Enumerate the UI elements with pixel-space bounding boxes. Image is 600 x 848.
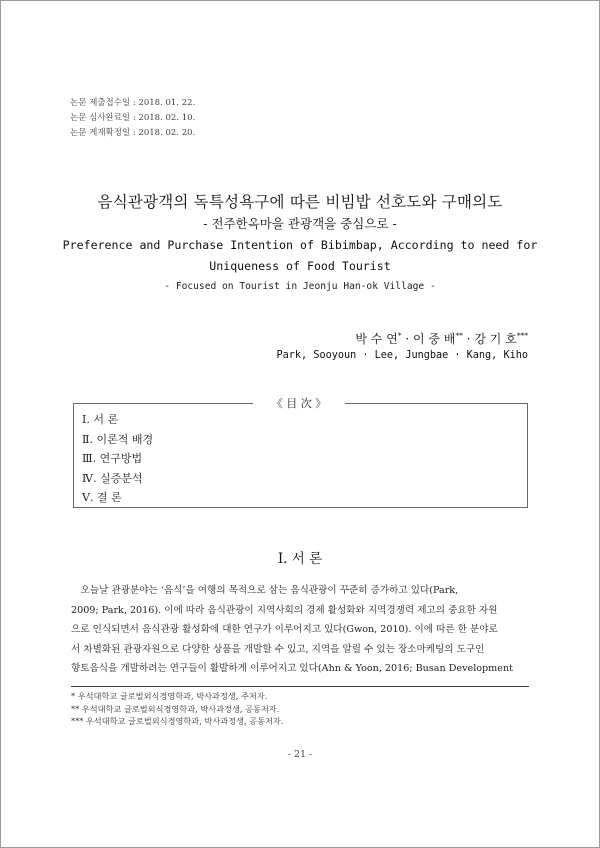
- date-accepted: 논문 게재확정일 : 2018. 02. 20.: [70, 128, 196, 138]
- toc-item: Ⅱ. 이론적 배경: [82, 432, 154, 446]
- toc-list: [82, 410, 153, 508]
- title-english-line1: Preference and Purchase Intention of Bibimbap, According to need for: [62, 238, 538, 252]
- toc-top-rule-right: [345, 403, 527, 404]
- toc-item: Ⅴ. 결 론: [82, 491, 122, 504]
- footnote: *** 우석대학교 글로벌외식경영학과, 박사과정생, 공동저자.: [71, 716, 284, 726]
- authors-english: Park, Sooyoun · Lee, Jungbae · Kang, Kiho: [276, 350, 528, 361]
- toc-top-rule-left: [73, 403, 253, 404]
- paragraph-line: 향토음식을 개발하려는 연구들이 활발하게 이루어지고 있다(Ahn & Yoon, 2016; Busan Development: [71, 663, 513, 674]
- subtitle-english: - Focused on Tourist in Jeonju Han-ok Village -: [164, 281, 436, 292]
- paragraph-line: 서 차별화된 관광자원으로 다양한 상품을 개발할 수 있고, 지역을 알릴 수 있는 장소마케팅의 도구인: [71, 643, 485, 655]
- section-heading: Ⅰ. 서 론: [277, 551, 323, 567]
- author-1-mark: *: [397, 331, 402, 340]
- title-korean: 음식관광객의 독특성욕구에 따른 비빔밥 선호도와 구매의도: [97, 193, 503, 211]
- author-2-mark: **: [455, 331, 463, 340]
- paragraph-line: 으로 인식되면서 음식관광 활성화에 대한 연구가 이루어지고 있다(Gwon, 2010). 이에 따른 한 분야로: [71, 624, 498, 635]
- footnote-divider: [71, 686, 529, 687]
- author-3: · 강 기 호: [462, 332, 517, 346]
- author-1: 박 수 연: [355, 332, 398, 346]
- toc-title: 《 目 次 》: [271, 397, 327, 410]
- paragraph-line: 오늘날 관광분야는 ‘음식’을 여행의 목적으로 삼는 음식관광이 꾸준히 증가하고 있다(Park,: [71, 585, 459, 596]
- toc-item: Ⅲ. 연구방법: [82, 452, 143, 465]
- toc-item: Ⅰ. 서 론: [82, 413, 119, 426]
- body-paragraph: [71, 581, 529, 679]
- footnotes: [71, 690, 283, 728]
- submission-dates: [70, 96, 195, 141]
- footnote: * 우석대학교 글로벌외식경영학과, 박사과정생, 주저자.: [71, 691, 268, 701]
- toc-item: Ⅳ. 실증분석: [82, 471, 143, 485]
- paragraph-line: 2009; Park, 2016). 이에 따라 음식관광이 지역사회의 경제 활성화와 지역경쟁력 제고의 중요한 자원: [71, 604, 498, 616]
- author-3-mark: ***: [516, 331, 528, 340]
- page-number: - 21 -: [287, 749, 313, 760]
- title-english-line2: Uniqueness of Food Tourist: [209, 259, 391, 273]
- date-reviewed: 논문 심사완료일 : 2018. 02. 10.: [70, 113, 196, 123]
- author-2: · 이 중 배: [401, 332, 456, 346]
- date-submitted: 논문 제출접수일 : 2018. 01. 22.: [70, 98, 196, 108]
- authors-korean: [355, 330, 528, 347]
- footnote: ** 우석대학교 글로벌외식경영학과, 박사과정생, 공동저자.: [71, 703, 280, 714]
- subtitle-korean: - 전주한옥마을 관광객을 중심으로 -: [203, 216, 397, 231]
